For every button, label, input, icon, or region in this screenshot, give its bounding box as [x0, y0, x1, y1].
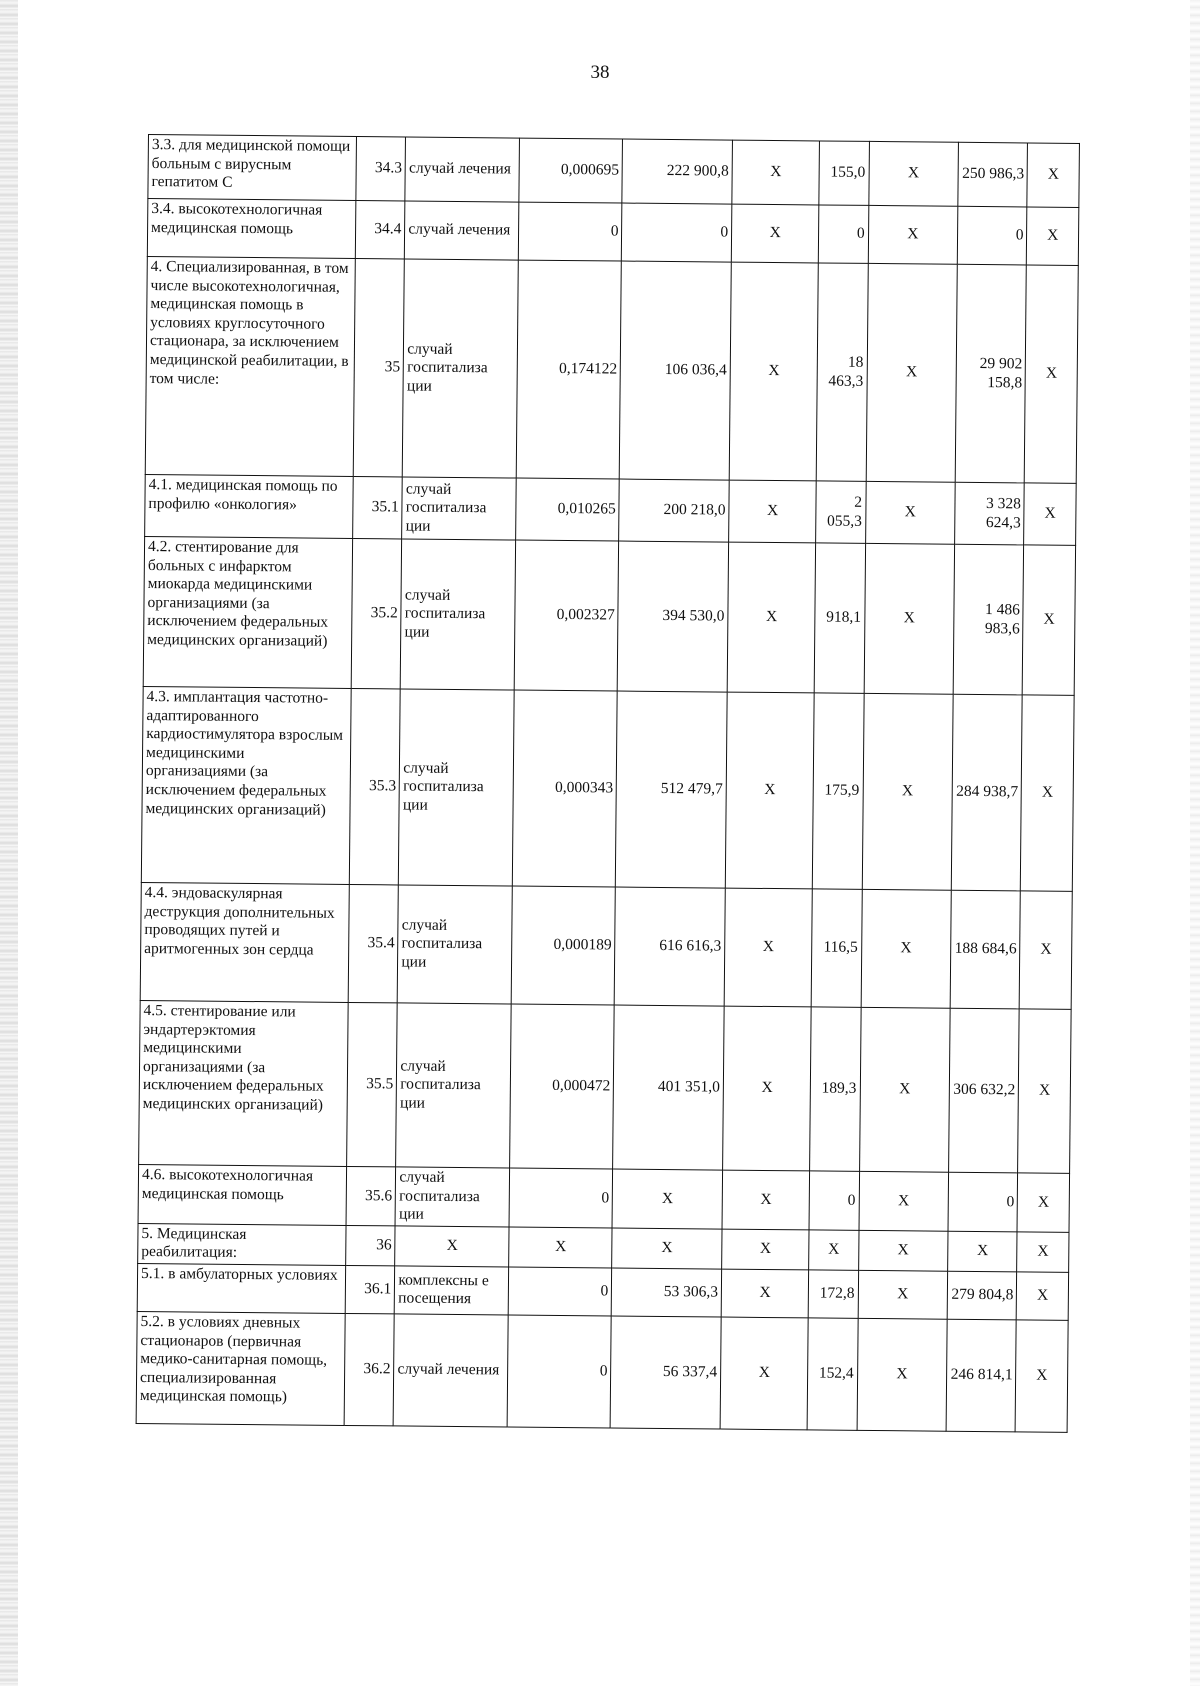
unit-cell: случай госпитализа ции [395, 1167, 510, 1227]
norm-cell: 0,000189 [512, 886, 616, 1005]
code-cell: 35.1 [353, 476, 403, 538]
table-wrapper [136, 134, 1080, 1433]
col6-cell: Х [729, 480, 817, 543]
col6-cell: Х [722, 1170, 810, 1230]
col10-cell: Х [1016, 1320, 1069, 1432]
col7-cell: 152,4 [807, 1318, 857, 1430]
name-cell: 3.3. для медицинской помощи больным с вирусным гепатитом С [148, 135, 357, 201]
unit-cell: случай госпитализа ции [402, 477, 517, 540]
col6-cell: Х [724, 888, 812, 1007]
name-cell: 5. Медицинская реабилитация: [138, 1223, 347, 1265]
total-cell: 29 902 158,8 [955, 264, 1026, 483]
norm-cell: 0 [509, 1267, 612, 1316]
code-cell: 35.6 [346, 1166, 396, 1225]
cost-cell: 394 530,0 [618, 541, 729, 692]
col8-cell: Х [858, 1230, 948, 1271]
col8-cell: Х [859, 1007, 950, 1172]
code-cell: 35.5 [347, 1002, 398, 1166]
code-cell: 35.2 [351, 538, 402, 688]
total-cell: 284 938,7 [951, 694, 1022, 891]
cost-cell: 222 900,8 [622, 139, 732, 204]
total-cell: Х [948, 1231, 1018, 1272]
scan-edge-left [0, 0, 18, 1686]
name-cell: 4.5. стентирование или эндартерэктомия медицинскими организациями (за исключением федеральных медицинских организаций) [139, 1000, 349, 1166]
col10-cell: Х [1018, 1009, 1071, 1173]
code-cell: 36.2 [344, 1313, 394, 1425]
cost-cell: 0 [622, 203, 732, 262]
unit-cell: Х [395, 1226, 510, 1267]
col10-cell: Х [1017, 1232, 1069, 1273]
total-cell: 0 [948, 1172, 1018, 1231]
code-cell: 34.4 [355, 200, 405, 258]
code-cell: 36 [346, 1225, 396, 1266]
col8-cell: Х [858, 1270, 948, 1319]
table-row [136, 1311, 1068, 1432]
col8-cell: Х [864, 543, 955, 694]
code-cell: 34.3 [356, 137, 406, 201]
col7-cell: 918,1 [815, 543, 866, 693]
col6-cell: Х [720, 1317, 808, 1430]
cost-cell: 512 479,7 [616, 691, 728, 888]
norm-cell: 0,000695 [519, 138, 623, 203]
col7-cell: 0 [819, 205, 869, 263]
col8-cell: Х [868, 141, 958, 206]
name-cell: 4.3. имплантация частотно-адаптированного кардиостимулятора взрослым медицинскими организациями (за исключением федеральных медицинских организаций) [141, 686, 351, 884]
col7-cell: 18 463,3 [817, 263, 868, 481]
total-cell: 250 986,3 [958, 142, 1028, 207]
col6-cell: Х [727, 542, 816, 693]
table-row [145, 256, 1078, 483]
col10-cell: Х [1017, 1272, 1069, 1320]
table-row [139, 1000, 1072, 1173]
norm-cell: 0,002327 [515, 540, 619, 691]
col10-cell: Х [1024, 483, 1076, 545]
col6-cell: Х [732, 140, 820, 205]
table-row [143, 536, 1075, 695]
unit-cell: случай госпитализа ции [403, 259, 519, 478]
code-cell: 35 [353, 258, 404, 476]
col7-cell: 172,8 [809, 1270, 859, 1318]
col7-cell: 0 [809, 1171, 859, 1230]
col6-cell: Х [725, 692, 814, 889]
col7-cell: 175,9 [813, 693, 864, 889]
col8-cell: Х [866, 263, 958, 482]
norm-cell: 0,174122 [517, 260, 622, 479]
name-cell: 4.1. медицинская помощь по профилю «онкология» [145, 474, 354, 538]
col10-cell: Х [1027, 143, 1079, 207]
name-cell: 4.2. стентирование для больных с инфарктом миокарда медицинскими организациями (за исключением федеральных медицинских организаций) [143, 536, 353, 688]
col6-cell: Х [731, 204, 819, 263]
unit-cell: случай лечения [393, 1314, 508, 1427]
table-row [141, 686, 1074, 891]
cost-cell: Х [612, 1169, 722, 1229]
norm-cell: 0,000343 [513, 690, 618, 887]
page-number: 38 [590, 62, 610, 83]
col7-cell: Х [809, 1230, 859, 1271]
col6-cell: Х [721, 1269, 809, 1318]
col10-cell: Х [1021, 695, 1074, 891]
col7-cell: 189,3 [810, 1007, 861, 1171]
table-row [145, 474, 1077, 545]
table-row [148, 135, 1080, 208]
total-cell: 3 328 624,3 [955, 482, 1025, 545]
col7-cell: 155,0 [819, 141, 869, 205]
name-cell: 5.1. в амбулаторных условиях [137, 1263, 346, 1313]
norm-cell: 0 [510, 1168, 613, 1228]
code-cell: 35.3 [349, 688, 400, 884]
col10-cell: Х [1017, 1173, 1069, 1232]
norm-cell: 0 [519, 202, 622, 261]
col8-cell: Х [862, 693, 953, 890]
col6-cell: Х [729, 262, 818, 481]
total-cell: 1 486 983,6 [953, 544, 1024, 695]
total-cell: 246 814,1 [946, 1319, 1016, 1432]
col8-cell: Х [857, 1318, 948, 1431]
col10-cell: Х [1020, 891, 1073, 1009]
col8-cell: Х [868, 205, 958, 264]
norm-cell: 0,010265 [516, 478, 620, 541]
cost-cell: 401 351,0 [613, 1005, 724, 1170]
norm-cell: Х [509, 1227, 612, 1268]
table-row [140, 882, 1072, 1009]
col8-cell: Х [861, 889, 952, 1008]
cost-cell: 56 337,4 [611, 1316, 722, 1429]
name-cell: 3.4. высокотехнологичная медицинская помощь [147, 199, 356, 259]
name-cell: 5.2. в условиях дневных стационаров (первичная медико-санитарная помощь, специализированная медицинская помощь) [136, 1311, 345, 1425]
cost-cell: 200 218,0 [619, 479, 729, 542]
norm-cell: 0,000472 [510, 1004, 615, 1169]
col7-cell: 116,5 [812, 889, 862, 1007]
unit-cell: случай лечения [405, 137, 520, 202]
total-cell: 306 632,2 [949, 1008, 1020, 1173]
col7-cell: 2 055,3 [816, 481, 866, 543]
unit-cell: комплексны е посещения [395, 1266, 510, 1315]
name-cell: 4. Специализированная, в том числе высокотехнологичная, медицинская помощь в условиях круглосуточного стационара, за исключением медицинской реабилитации, в том числе: [145, 256, 355, 476]
cost-cell: 106 036,4 [620, 261, 732, 480]
cost-cell: 53 306,3 [612, 1268, 722, 1317]
unit-cell: случай госпитализа ции [396, 1003, 512, 1168]
unit-cell: случай госпитализа ции [399, 689, 515, 886]
code-cell: 36.1 [345, 1265, 395, 1313]
scan-edge-right [1190, 0, 1200, 1686]
norm-cell: 0 [508, 1315, 612, 1428]
code-cell: 35.4 [348, 884, 398, 1002]
unit-cell: случай госпитализа ции [398, 885, 513, 1004]
table-row [147, 199, 1079, 266]
col10-cell: Х [1023, 545, 1076, 695]
col8-cell: Х [859, 1171, 949, 1231]
name-cell: 4.4. эндоваскулярная деструкция дополнительных проводящих путей и аритмогенных зон сердца [140, 882, 349, 1002]
cost-cell: Х [612, 1228, 722, 1269]
unit-cell: случай госпитализа ции [401, 539, 517, 690]
total-cell: 279 804,8 [947, 1271, 1017, 1320]
col6-cell: Х [723, 1006, 812, 1171]
unit-cell: случай лечения [405, 201, 520, 260]
data-table [136, 134, 1080, 1433]
col10-cell: Х [1027, 207, 1079, 265]
table-row [138, 1164, 1070, 1232]
col10-cell: Х [1025, 265, 1079, 483]
cost-cell: 616 616,3 [615, 887, 726, 1006]
total-cell: 0 [957, 206, 1027, 265]
name-cell: 4.6. высокотехнологичная медицинская помощь [138, 1164, 347, 1225]
total-cell: 188 684,6 [950, 890, 1021, 1009]
table-body [136, 135, 1079, 1433]
col6-cell: Х [722, 1229, 810, 1270]
col8-cell: Х [865, 481, 955, 544]
